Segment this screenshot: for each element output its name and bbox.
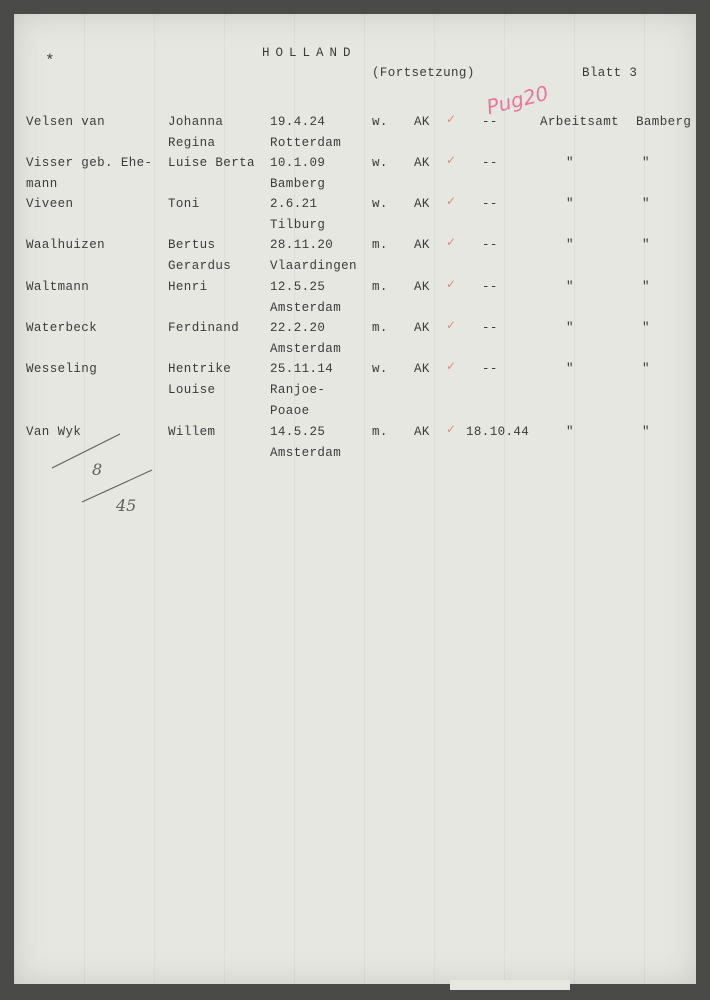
pencil-note-top: 8	[92, 460, 103, 479]
red-check-mark: ✓	[446, 359, 457, 373]
sex-marker: m.	[372, 425, 388, 439]
page-title: HOLLAND	[262, 46, 357, 60]
surname-text: Velsen van	[26, 115, 106, 129]
departure-date: 18.10.44	[466, 425, 530, 439]
code-marker: AK	[414, 362, 430, 376]
employment-office: "	[566, 238, 574, 252]
birth-place: Vlaardingen	[270, 259, 357, 273]
red-stamp: Pug20	[484, 80, 551, 120]
red-check-mark: ✓	[446, 194, 457, 208]
corner-mark: *	[45, 52, 56, 70]
birth-date: 19.4.24	[270, 115, 326, 129]
given-name-text: Ferdinand	[168, 321, 240, 335]
employment-office: "	[566, 425, 574, 439]
office-place: "	[642, 280, 650, 294]
given-name-text: Willem	[168, 425, 216, 439]
birth-date: 28.11.20	[270, 238, 334, 252]
given-name-text: Regina	[168, 136, 216, 150]
birth-date: 22.2.20	[270, 321, 326, 335]
red-check-mark: ✓	[446, 235, 457, 249]
surname-text: Waterbeck	[26, 321, 98, 335]
given-name-text: Louise	[168, 383, 216, 397]
birth-place: Amsterdam	[270, 446, 342, 460]
departure-date: --	[482, 362, 498, 376]
departure-date: --	[482, 115, 498, 129]
page-subtitle: (Fortsetzung)	[372, 66, 475, 80]
birth-place: Bamberg	[270, 177, 326, 191]
pencil-line-top	[52, 434, 120, 468]
sex-marker: w.	[372, 156, 388, 170]
employment-office: "	[566, 280, 574, 294]
sex-marker: w.	[372, 115, 388, 129]
code-marker: AK	[414, 197, 430, 211]
birth-date: 14.5.25	[270, 425, 326, 439]
surname-text: Waltmann	[26, 280, 90, 294]
surname-text: Visser geb. Ehe-	[26, 156, 153, 170]
given-name-text: Bertus	[168, 238, 216, 252]
sex-marker: w.	[372, 197, 388, 211]
birth-place: Poaoe	[270, 404, 310, 418]
birth-date: 2.6.21	[270, 197, 318, 211]
red-check-mark: ✓	[446, 422, 457, 436]
departure-date: --	[482, 321, 498, 335]
birth-place: Tilburg	[270, 218, 326, 232]
birth-place: Amsterdam	[270, 342, 342, 356]
office-place: "	[642, 156, 650, 170]
pencil-note-bottom: 45	[116, 496, 137, 515]
office-place: Bamberg	[636, 115, 692, 129]
departure-date: --	[482, 238, 498, 252]
employment-office: "	[566, 321, 574, 335]
employment-office: "	[566, 362, 574, 376]
red-check-mark: ✓	[446, 112, 457, 126]
sex-marker: m.	[372, 238, 388, 252]
departure-date: --	[482, 197, 498, 211]
office-place: "	[642, 321, 650, 335]
departure-date: --	[482, 156, 498, 170]
birth-date: 10.1.09	[270, 156, 326, 170]
red-check-mark: ✓	[446, 277, 457, 291]
code-marker: AK	[414, 425, 430, 439]
sex-marker: m.	[372, 280, 388, 294]
code-marker: AK	[414, 280, 430, 294]
surname-text: Van Wyk	[26, 425, 82, 439]
surname-text: mann	[26, 177, 58, 191]
birth-date: 12.5.25	[270, 280, 326, 294]
given-name-text: Henri	[168, 280, 208, 294]
red-check-mark: ✓	[446, 153, 457, 167]
birth-date: 25.11.14	[270, 362, 334, 376]
surname-text: Waalhuizen	[26, 238, 106, 252]
code-marker: AK	[414, 321, 430, 335]
employment-office: Arbeitsamt	[540, 115, 620, 129]
red-check-mark: ✓	[446, 318, 457, 332]
employment-office: "	[566, 197, 574, 211]
given-name-text: Johanna	[168, 115, 224, 129]
given-name-text: Luise Berta	[168, 156, 255, 170]
sheet-number: Blatt 3	[582, 66, 638, 80]
office-place: "	[642, 197, 650, 211]
surname-text: Wesseling	[26, 362, 98, 376]
given-name-text: Toni	[168, 197, 200, 211]
office-place: "	[642, 238, 650, 252]
code-marker: AK	[414, 156, 430, 170]
departure-date: --	[482, 280, 498, 294]
given-name-text: Hentrike	[168, 362, 232, 376]
surname-text: Viveen	[26, 197, 74, 211]
sex-marker: m.	[372, 321, 388, 335]
office-place: "	[642, 425, 650, 439]
office-place: "	[642, 362, 650, 376]
birth-place: Amsterdam	[270, 301, 342, 315]
code-marker: AK	[414, 238, 430, 252]
birth-place: Rotterdam	[270, 136, 342, 150]
sex-marker: w.	[372, 362, 388, 376]
employment-office: "	[566, 156, 574, 170]
given-name-text: Gerardus	[168, 259, 232, 273]
birth-place: Ranjoe-	[270, 383, 326, 397]
code-marker: AK	[414, 115, 430, 129]
